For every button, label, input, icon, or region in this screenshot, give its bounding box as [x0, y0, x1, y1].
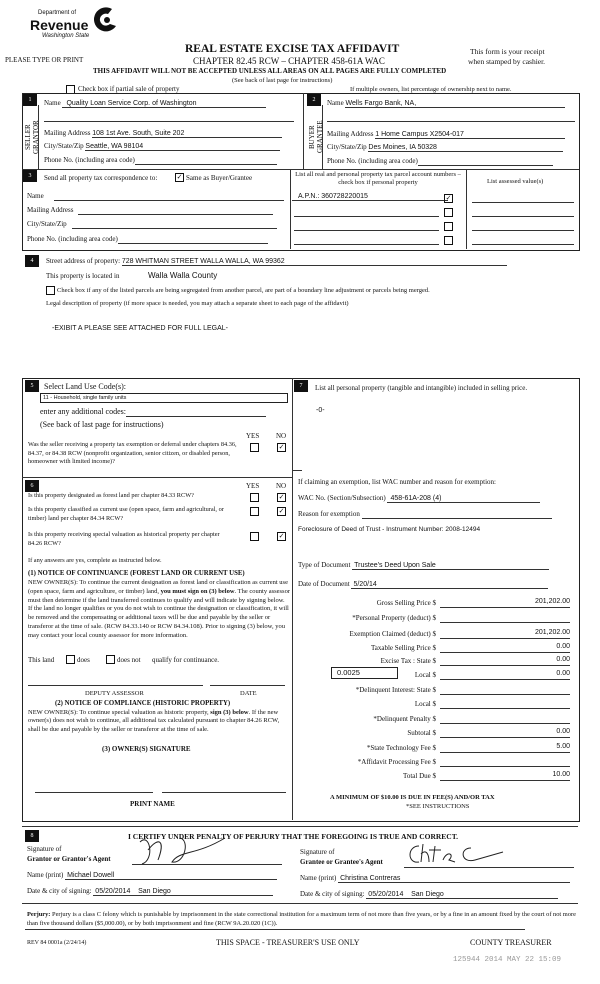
fee-value-field[interactable]: 0.00: [440, 728, 570, 738]
fee-value-field[interactable]: 201,202.00: [440, 598, 570, 608]
buyer-grantee-label: BUYER GRANTEE: [308, 120, 324, 154]
phone-label: Phone No. (including area code): [327, 157, 418, 165]
does-label: does: [77, 656, 90, 664]
grantor-city: San Diego: [138, 888, 171, 895]
wac-field[interactable]: 458-61A-208 (4): [387, 495, 540, 503]
notice-bold: you must sign on (3) below: [160, 587, 235, 595]
if-yes-note: If any answers are yes, complete as instructed below.: [28, 557, 162, 564]
doc-type-field[interactable]: Trustee's Deed Upon Sale: [352, 562, 549, 570]
segregated-checkbox[interactable]: [46, 286, 55, 295]
wac-row: [298, 494, 540, 503]
dor-logo: [30, 4, 125, 46]
fee-value-field[interactable]: [440, 699, 570, 709]
date-label: Date & city of signing:: [300, 890, 365, 898]
chapter-line: CHAPTER 82.45 RCW – CHAPTER 458-61A WAC: [193, 56, 385, 66]
assessed-value-field[interactable]: [472, 244, 574, 245]
wac-label: WAC No. (Section/Subsection): [298, 494, 386, 502]
current-use-question: Is this property classified as current use (open space, farm and agricultural, or timber) land per chapter 84.34 RCW?: [28, 506, 224, 522]
perjury-label: Perjury:: [27, 911, 51, 918]
mail-label: Mailing Address: [27, 206, 74, 214]
seller-phone-field[interactable]: [135, 156, 277, 165]
seller-city-field[interactable]: Seattle, WA 98104: [85, 143, 280, 151]
buyer-phone-field[interactable]: [418, 157, 553, 166]
street-label: Street address of property:: [46, 257, 121, 265]
section-7-badge: 7: [294, 380, 308, 392]
notice-text: NEW OWNER(S): To continue special valuation as historic property,: [28, 709, 209, 716]
additional-codes-field[interactable]: [126, 407, 266, 417]
same-as-buyer-checkbox[interactable]: ✓: [176, 173, 183, 181]
grantor-signature: [130, 830, 230, 868]
instructions-note: (See back of last page for instructions): [232, 77, 333, 84]
fee-label: Gross Selling Price $: [376, 599, 436, 607]
local-rate-field[interactable]: 0.0025: [331, 667, 398, 679]
send-correspondence-label: Send all property tax correspondence to:: [44, 174, 158, 182]
parcel-row: [292, 192, 448, 201]
fee-value-field[interactable]: 0.00: [440, 643, 570, 653]
same-as-buyer-label: Same as Buyer/Grantee: [186, 174, 253, 182]
buyer-mail-field[interactable]: 1 Home Campus X2504-017: [375, 131, 565, 139]
yes-header: YES: [246, 432, 260, 440]
receipt-note: This form is your receipt: [470, 47, 545, 56]
land-use-select[interactable]: 11 - Household, single family units: [40, 393, 288, 403]
phone-label: Phone No. (including area code): [44, 156, 135, 164]
no-header: NO: [276, 482, 287, 490]
exemption-label: If claiming an exemption, list WAC number and reason for exemption:: [298, 478, 496, 486]
section-6-badge: 6: [25, 480, 39, 492]
segregated-label: Check box if any of the listed parcels are being segregated from another parcel, are part of a boundary line adjustment or parcels being merged.: [57, 287, 430, 294]
yes-checkbox[interactable]: [250, 507, 259, 516]
doc-date-field[interactable]: 5/20/14: [351, 581, 548, 589]
seller-city-row: [44, 142, 280, 151]
date-label: DATE: [240, 690, 257, 697]
exemption-question: Was the seller receiving a property tax exemption or deferral under chapters 84.36, 84.37, or 84.38 RCW (nonprofit organization, senior citizen, or disabled person, homeowner with limited income)?: [28, 441, 237, 465]
notice-continuance-text: [28, 579, 290, 641]
grantor-sig-label: Signature of: [27, 845, 62, 853]
logo-state: Washington State: [42, 33, 90, 39]
section-5-badge: 5: [25, 380, 39, 392]
no-checkbox[interactable]: ✓: [278, 507, 285, 515]
logo-dept: Department of: [38, 10, 77, 16]
fee-label: *Personal Property (deduct) $: [352, 614, 436, 622]
form-revision: REV 84 0001a (2/24/14): [27, 940, 87, 946]
fee-label: Excise Tax : State $: [380, 657, 436, 665]
fee-label: Local $: [414, 700, 436, 708]
warning-line: THIS AFFIDAVIT WILL NOT BE ACCEPTED UNLESS ALL AREAS ON ALL PAGES ARE FULLY COMPLETED: [93, 67, 447, 75]
multiple-owners-note: If multiple owners, list percentage of ownership next to name.: [350, 86, 512, 93]
buyer-name-field[interactable]: Wells Fargo Bank, NA,: [345, 100, 565, 108]
personal-property-checkbox[interactable]: [444, 222, 453, 231]
grantor-date: 05/20/2014: [95, 888, 131, 895]
grantee-date: 05/20/2014: [368, 891, 404, 898]
notice-compliance-text: [28, 709, 290, 734]
city-label: City/State/Zip: [27, 220, 67, 228]
logo-swirl-icon: [90, 6, 120, 34]
no-header: NO: [276, 432, 287, 440]
section-3-badge: 3: [23, 170, 37, 182]
phone-label: Phone No. (including area code): [27, 235, 118, 243]
date-line[interactable]: [210, 685, 285, 686]
grantor-name-field[interactable]: Michael Dowell: [65, 872, 277, 880]
doc-type-label: Type of Document: [298, 561, 351, 569]
city-label: City/State/Zip: [44, 142, 84, 150]
reason-row: [298, 510, 552, 519]
treasurer-space-label: THIS SPACE - TREASURER'S USE ONLY: [216, 938, 360, 947]
buyer-city-field[interactable]: Des Moines, IA 50328: [368, 144, 563, 152]
seller-phone-row: [44, 156, 277, 165]
fee-value-field[interactable]: 10.00: [440, 771, 570, 781]
fee-label: *State Technology Fee $: [366, 744, 436, 752]
doc-date-label: Date of Document: [298, 580, 350, 588]
notice-text: . If the new owner(s) does not wish to continue, all additional tax calculated pursuant to chapter 84.26 RCW, shall be due and payable by the seller or transferor at the time of sale.: [28, 709, 280, 733]
personal-property-checkbox[interactable]: [444, 208, 453, 217]
city-label: City/State/Zip: [327, 143, 367, 151]
mail-label: Mailing Address: [327, 130, 374, 138]
seller-grantor-label: SELLER GRANTOR: [24, 120, 40, 154]
doc-type-row: [298, 561, 549, 570]
name-label: Name (print): [300, 874, 337, 882]
reason-line[interactable]: [362, 510, 552, 519]
fee-label: Local $: [414, 671, 436, 679]
certification-statement: I CERTIFY UNDER PENALTY OF PERJURY THAT THE FOREGOING IS TRUE AND CORRECT.: [128, 832, 459, 841]
forest-land-question: Is this property designated as forest land per chapter 84.33 RCW?: [28, 492, 194, 499]
fee-label: Subtotal $: [407, 729, 436, 737]
land-use-label: Select Land Use Code(s):: [44, 382, 126, 391]
s3-phone-row: [27, 235, 268, 244]
s3-city-row: [27, 220, 277, 229]
notice-continuance-title: (1) NOTICE OF CONTINUANCE (FOREST LAND OR CURRENT USE): [28, 570, 245, 577]
legal-description-field[interactable]: -EXIBIT A PLEASE SEE ATTACHED FOR FULL LEGAL-: [52, 325, 228, 332]
name-label: Name (print): [27, 871, 64, 879]
fee-label: *Affidavit Processing Fee $: [357, 758, 436, 766]
county-treasurer-label: COUNTY TREASURER: [470, 938, 552, 947]
personal-property-checkbox[interactable]: ✓: [445, 194, 452, 202]
parcel-header: List all real and personal property tax parcel account numbers – check box if personal property: [295, 171, 461, 186]
perjury-text: Perjury is a class C felony which is punishable by imprisonment in the state correctional institution for a maximum term of not more than five years, or by a fine in an amount fixed by the court of not more than five thousand dollars ($5,000.00), or by both imprisonment and fine (RCW 9A.20.020 (1C)).: [27, 911, 576, 927]
county-field[interactable]: Walla Walla County: [148, 271, 218, 280]
grantee-name-field[interactable]: Christina Contreras: [338, 875, 570, 883]
fee-label: Total Due $: [403, 772, 436, 780]
s3-mail-field[interactable]: [78, 206, 273, 215]
logo-revenue: Revenue: [30, 17, 89, 33]
assessed-value-field[interactable]: [472, 230, 574, 231]
does-checkbox[interactable]: [66, 655, 75, 664]
buyer-phone-row: [327, 157, 553, 166]
fee-label: *Delinquent Interest: State $: [355, 686, 436, 694]
see-instructions-note: *SEE INSTRUCTIONS: [406, 803, 470, 810]
yes-checkbox[interactable]: [250, 443, 259, 452]
personal-property-label: List all personal property (tangible and intangible) included in selling price.: [315, 384, 528, 392]
owner-signature-label: (3) OWNER(S) SIGNATURE: [102, 745, 191, 753]
owner-signature-line[interactable]: [35, 792, 153, 793]
grantor-date-row: [27, 887, 273, 896]
reason-field[interactable]: Foreclosure of Deed of Trust - Instrument Number: 2008-12494: [298, 526, 481, 533]
assessed-value-field[interactable]: [472, 216, 574, 217]
print-name-label: PRINT NAME: [130, 800, 175, 808]
does-not-checkbox[interactable]: [106, 655, 115, 664]
s3-mail-row: [27, 206, 273, 215]
legal-description-label: Legal description of property (if more space is needed, you may attach a separate sheet to each page of the affidavit): [46, 300, 349, 307]
fee-value-field[interactable]: 5.00: [440, 743, 570, 753]
fee-label: *Delinquent Penalty $: [373, 715, 436, 723]
additional-codes-row: [40, 407, 266, 417]
section-1-badge: 1: [23, 94, 37, 106]
fee-value-field[interactable]: [440, 757, 570, 767]
fee-value-field[interactable]: [440, 613, 570, 623]
parcel-field[interactable]: A.P.N.: 360728220015: [292, 193, 448, 201]
doc-date-row: [298, 580, 548, 589]
name-label: Name: [27, 192, 44, 200]
minimum-due-note: A MINIMUM OF $10.00 IS DUE IN FEE(S) AND/OR TAX: [330, 794, 495, 801]
partial-sale-label: Check box if partial sale of property: [78, 85, 180, 93]
owner-signature-line[interactable]: [162, 792, 286, 793]
street-address-field[interactable]: 728 WHITMAN STREET WALLA WALLA, WA 99362: [122, 258, 507, 266]
form-title: REAL ESTATE EXCISE TAX AFFIDAVIT: [185, 43, 400, 55]
buyer-name-row: [327, 99, 565, 108]
reason-label: Reason for exemption: [298, 510, 360, 518]
fee-label: Taxable Selling Price $: [370, 644, 436, 652]
deputy-assessor-label: DEPUTY ASSESSOR: [85, 690, 144, 697]
fee-value-field[interactable]: 201,202.00: [440, 629, 570, 639]
grantee-city: San Diego: [411, 891, 444, 898]
seller-mail-row: [44, 129, 282, 138]
seller-name-field[interactable]: Quality Loan Service Corp. of Washington: [62, 100, 266, 108]
personal-property-checkbox[interactable]: [444, 236, 453, 245]
grantee-sig-label-2: Grantee or Grantee's Agent: [300, 858, 383, 866]
treasurer-stamp: 125944 2014 MAY 22 15:09: [453, 956, 562, 964]
grantor-date-field[interactable]: [93, 888, 273, 896]
grantee-date-row: [300, 890, 558, 899]
s3-name-row: [27, 192, 284, 201]
grantee-date-field[interactable]: [366, 891, 558, 899]
street-row: [46, 257, 507, 266]
no-checkbox[interactable]: ✓: [278, 493, 285, 501]
historic-question: Is this property receiving special valuation as historical property per chapter 84.26 RCW?: [28, 531, 220, 547]
grantee-name-row: [300, 874, 570, 883]
perjury-notice: [27, 910, 582, 928]
section-8-badge: 8: [25, 830, 39, 842]
date-label: Date & city of signing:: [27, 887, 92, 895]
grantee-signature: [405, 840, 505, 868]
name-label: Name: [44, 99, 61, 107]
buyer-city-row: [327, 143, 563, 152]
receipt-note-2: when stamped by cashier.: [468, 57, 546, 66]
assessed-header: List assessed value(s): [487, 178, 544, 185]
qualify-label: qualify for continuance.: [152, 656, 220, 664]
mail-label: Mailing Address: [44, 129, 91, 137]
s3-phone-field[interactable]: [118, 235, 268, 244]
deputy-assessor-signature-line[interactable]: [28, 685, 203, 686]
buyer-mail-row: [327, 130, 565, 139]
please-type-note: PLEASE TYPE OR PRINT: [5, 56, 84, 64]
instructions-note: (See back of last page for instructions): [40, 420, 164, 429]
no-checkbox[interactable]: ✓: [278, 443, 285, 451]
notice-bold: sign (3) below: [210, 709, 249, 716]
yes-checkbox[interactable]: [250, 532, 259, 541]
seller-mail-field[interactable]: 108 1st Ave. South, Suite 202: [92, 130, 282, 138]
name-label: Name: [327, 99, 344, 107]
does-not-label: does not: [117, 656, 141, 664]
fee-value-field[interactable]: [440, 714, 570, 724]
fee-value-field[interactable]: [440, 685, 570, 695]
seller-name-row: [44, 99, 266, 108]
no-checkbox[interactable]: ✓: [278, 532, 285, 540]
located-label: This property is located in: [46, 272, 120, 280]
grantee-sig-label: Signature of: [300, 848, 335, 856]
fee-value-field[interactable]: 0.00: [440, 656, 570, 666]
grantor-name-row: [27, 871, 277, 880]
this-land-label: This land: [28, 656, 55, 664]
yes-header: YES: [246, 482, 260, 490]
fee-label: Exemption Claimed (deduct) $: [349, 630, 436, 638]
grantor-sig-label-2: Grantor or Grantor's Agent: [27, 855, 111, 863]
yes-checkbox[interactable]: [250, 493, 259, 502]
s3-city-field[interactable]: [72, 220, 277, 229]
additional-codes-label: enter any additional codes:: [40, 407, 126, 416]
notice-compliance-title: (2) NOTICE OF COMPLIANCE (HISTORIC PROPERTY): [55, 700, 231, 707]
notice-text: NEW OWNER(S): To continue the current designation as forest land or classification as current use (open space, farm and agriculture, or timber) land,: [28, 579, 288, 595]
fee-value-field[interactable]: 0.00: [440, 670, 570, 680]
section-2-badge: 2: [307, 94, 321, 106]
s3-name-field[interactable]: [54, 192, 284, 201]
notice-text: . The county assessor must then determine if the land transferred continues to qualify and will indicate by signing below. If the land no longer qualifies or you do not wish to continue the designation or classification, it will be removed and the compensating or additional taxes will be due and payable by the seller or transferor at the time of sale. (RCW 84.33.140 or RCW 84.34.108). Prior to signing (3) below, you may contact your local county assessor for more information.: [28, 587, 290, 639]
assessed-value-field[interactable]: [472, 202, 574, 203]
section-4-badge: 4: [25, 255, 39, 267]
personal-property-field[interactable]: -0-: [316, 407, 325, 414]
